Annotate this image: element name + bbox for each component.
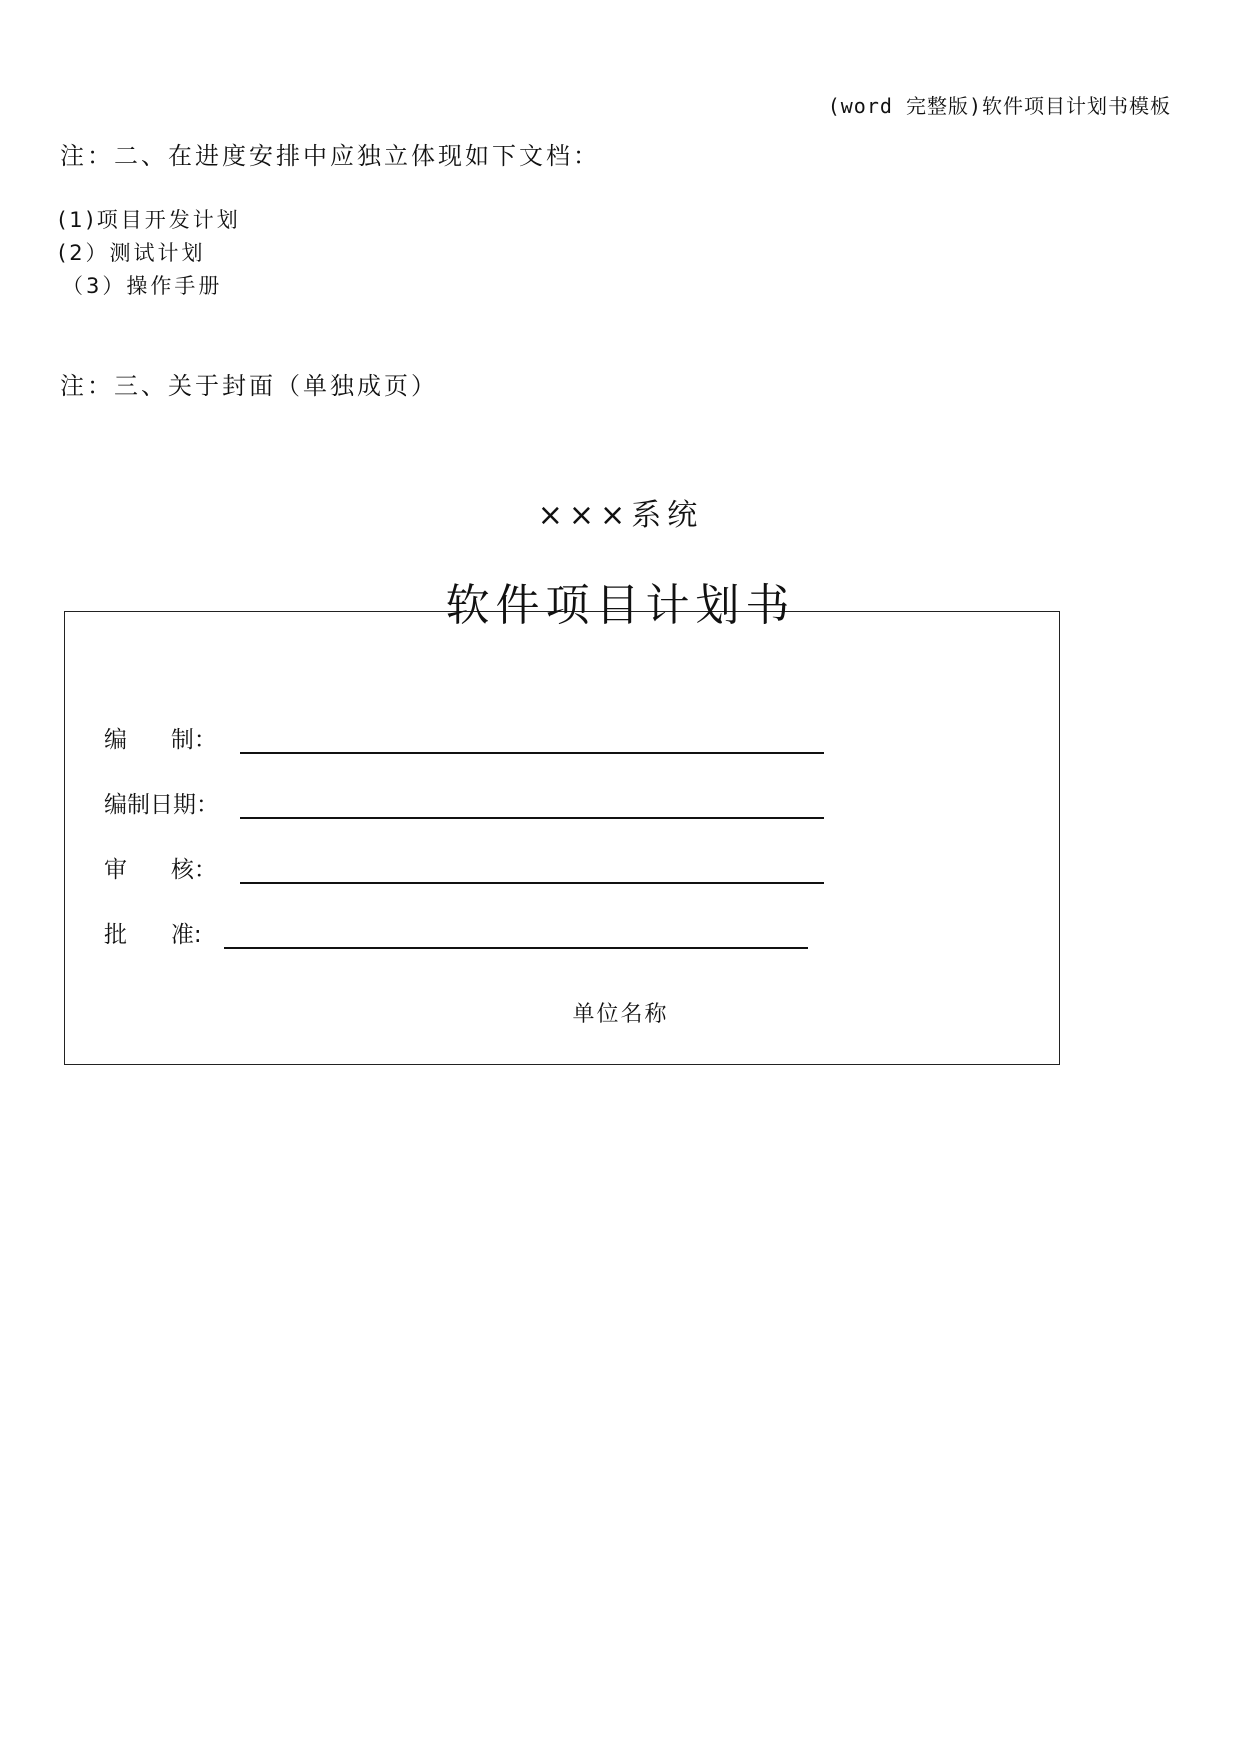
blank-line: [240, 789, 824, 819]
running-header: (word 完整版)软件项目计划书模板: [827, 94, 1171, 118]
field-date: [104, 785, 824, 819]
field-reviewer: [104, 850, 824, 884]
cover-system-name: ×××系统: [537, 498, 704, 533]
blank-line: [240, 854, 824, 884]
blank-line: [224, 919, 808, 949]
field-label: 批 准:: [104, 922, 202, 948]
list-item: (2）测试计划: [58, 241, 206, 265]
list-item: (1)项目开发计划: [58, 208, 241, 232]
field-author: [104, 720, 824, 754]
field-label: 编 制：: [104, 727, 217, 753]
field-label: 编制日期：: [104, 792, 219, 818]
list-item: （3）操作手册: [62, 274, 223, 298]
note-cover: 注：三、关于封面（单独成页）: [60, 372, 438, 400]
blank-line: [240, 724, 824, 754]
field-approver: [104, 915, 808, 949]
note-schedule-docs: 注：二、在进度安排中应独立体现如下文档：: [60, 142, 600, 170]
unit-name: 单位名称: [572, 1002, 669, 1027]
cover-title: 软件项目计划书: [445, 580, 796, 631]
required-doc-list: [58, 204, 241, 303]
field-label: 审 核：: [104, 857, 217, 883]
